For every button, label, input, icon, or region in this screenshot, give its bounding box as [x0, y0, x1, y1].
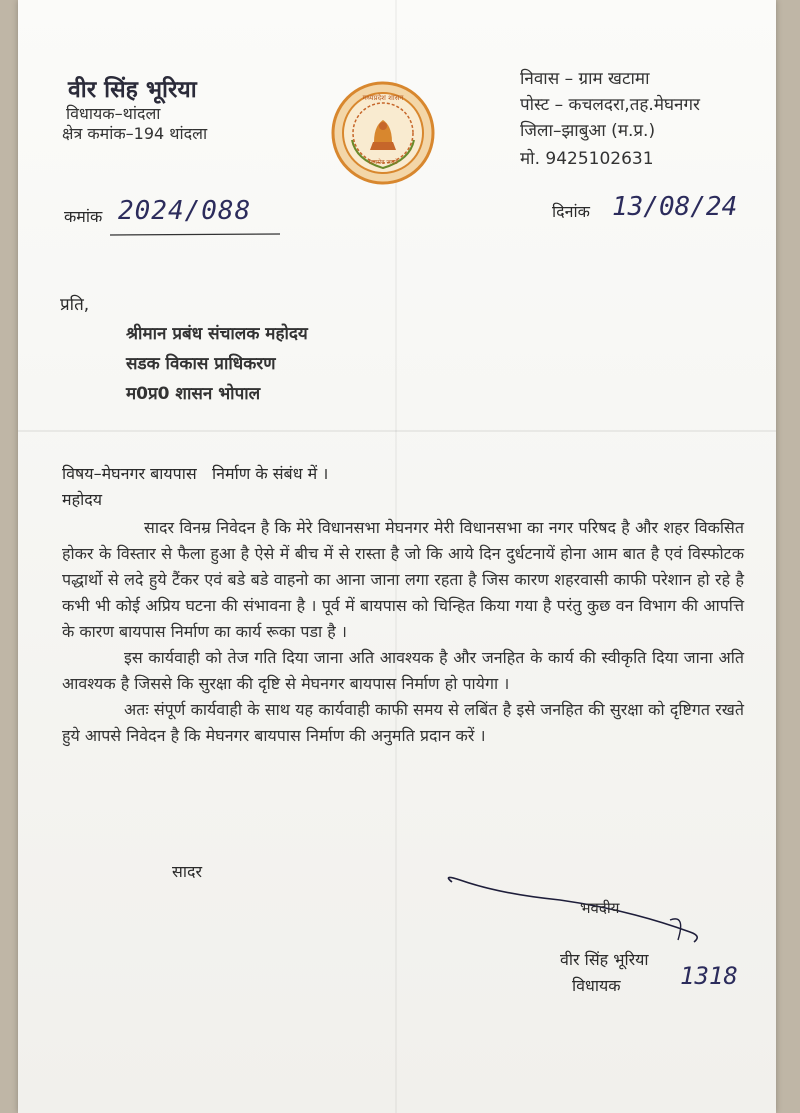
state-emblem-logo [330, 80, 436, 186]
recipient-line-2: सडक विकास प्राधिकरण [126, 354, 276, 374]
recipient-prefix: प्रति, [60, 295, 90, 315]
closing-bhavdiya: भवदीय [580, 899, 620, 917]
recipient-line-1: श्रीमान प्रबंध संचालक महोदय [126, 324, 308, 344]
body-paragraph: सादर विनम्र निवेदन है कि मेरे विधानसभा मेघनगर मेरी विधानसभा का नगर परिषद है और शहर विकसित होकर के विस्तार से फैला हुआ है ऐसे में बीच में से रास्ता है जो कि आये दिन दुर्धटनायें होना आम बात है एवं विस्फोटक पद्धार्थो से लदे हुये टैंकर एवं बडे बडे वाहनो का आना जाना लगा रहता है जिस कारण शहरवासी काफी परेशान हो रहे है कभी भी कोई अप्रिय घटना की संभावना है । पूर्व में बायपास को चिन्हित किया गया है परंतु कुछ वन विभाग की आपत्ति के कारण बायपास निर्माण का कार्य रूका पडा है । [62, 518, 744, 641]
ref-label: कमांक [64, 207, 103, 226]
phone-number: मो. 9425102631 [520, 149, 654, 169]
subject-line: विषय–मेघनगर बायपास निर्माण के संबंध में । [62, 464, 329, 483]
closing-saadar: सादर [172, 862, 203, 881]
ref-number-handwritten: 2024/088 [118, 196, 252, 226]
letter-body [62, 515, 744, 749]
body-paragraph: अतः संपूर्ण कार्यवाही के साथ यह कार्यवाही काफी समय से लबिंत है इसे जनहित की सुरक्षा को दृष्टिगत रखते हुये आपसे निवेदन है कि मेघनगर बायपास निर्माण की अनुमति प्रदान करें । [62, 700, 744, 745]
closing-signatory-designation: विधायक [572, 976, 621, 995]
address-line-post: पोस्ट – कचलदरा,तह.मेघनगर [520, 95, 701, 115]
date-handwritten: 13/08/24 [612, 192, 738, 222]
address-line-district: जिला–झाबुआ (म.प्र.) [520, 121, 656, 141]
date-label: दिनांक [552, 202, 590, 221]
emblem-bottom-text: सत्यमेव जयते [368, 159, 398, 166]
greeting: महोदय [62, 490, 102, 509]
sender-name: वीर सिंह भूरिया [68, 77, 197, 103]
emblem-top-text: मध्यप्रदेश शासन [362, 94, 404, 102]
ref-underline [110, 232, 280, 238]
paper-fold-line [18, 430, 776, 432]
sender-constituency: क्षेत्र कमांक–194 थांदला [62, 124, 208, 143]
handwritten-note: 1318 [680, 962, 738, 990]
recipient-line-3: म0प्र0 शासन भोपाल [126, 384, 261, 404]
sender-designation: विधायक–थांदला [66, 104, 161, 123]
address-line-residence: निवास – ग्राम खटामा [520, 69, 650, 89]
closing-signatory-name: वीर सिंह भूरिया [560, 950, 649, 969]
body-paragraph: इस कार्यवाही को तेज गति दिया जाना अति आवश्यक है और जनहित के कार्य की स्वीकृति दिया जाना अति आवश्यक है जिससे कि सुरक्षा की दृष्टि से मेघनगर बायपास निर्माण हो पायेगा । [62, 648, 744, 693]
